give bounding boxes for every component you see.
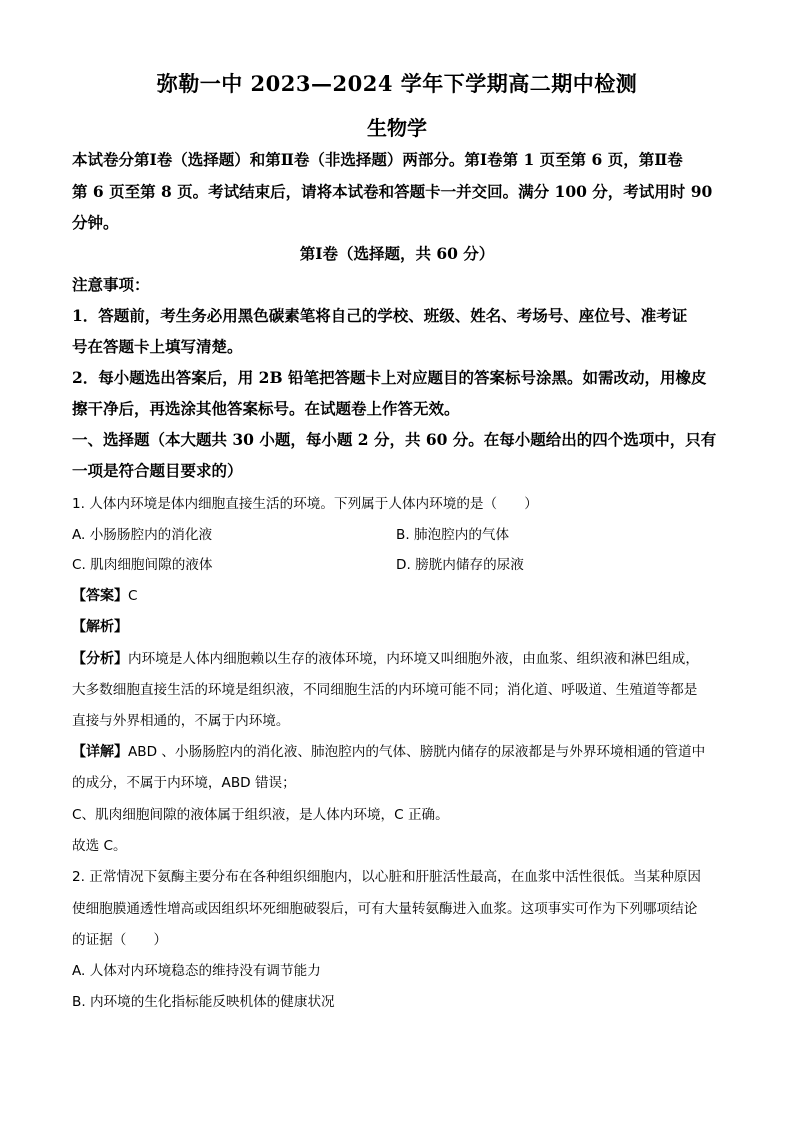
q1-xiangjie-line-4: 故选 C。 — [72, 838, 127, 854]
answer-tag: 【答案】 — [72, 588, 128, 604]
q1-xiangjie-line-2: 的成分，不属于内环境，ABD 错误； — [72, 775, 296, 791]
exam-title: 弥勒一中 2023—2024 学年下学期高二期中检测 — [156, 71, 638, 96]
q1-fenxi-line-2: 大多数细胞直接生活的环境是组织液，不同细胞生活的内环境可能不同；消化道、呼吸道、生殖道等都是 — [72, 682, 698, 698]
q1-fenxi-line-3: 直接与外界相通的，不属于内环境。 — [72, 713, 290, 729]
notes-line-3: 2．每小题选出答案后，用 2B 铅笔把答题卡上对应题目的答案标号涂黑。如需改动，用橡皮 — [72, 368, 707, 387]
notes-line-4: 擦干净后，再选涂其他答案标号。在试题卷上作答无效。 — [72, 399, 460, 418]
q2-stem-line-1: 2. 正常情况下氨酶主要分布在各种组织细胞内，以心脏和肝脏活性最高，在血浆中活性很低。当某种原因 — [72, 869, 702, 885]
notes-line-2: 号在答题卡上填写清楚。 — [72, 337, 243, 356]
q1-analysis-tag — [72, 617, 732, 637]
fenxi-text-1: 内环境是人体内细胞赖以生存的液体环境，内环境又叫细胞外液，由血浆、组织液和淋巴组成， — [128, 651, 699, 667]
q1-stem: 1. 人体内环境是体内细胞直接生活的环境。下列属于人体内环境的是（ ） — [72, 496, 538, 512]
q1-fenxi-line-1 — [72, 649, 732, 669]
q2-stem-line-3: 的证据（ ） — [72, 932, 168, 948]
answer-value: C — [128, 588, 138, 604]
fenxi-tag: 【分析】 — [72, 651, 128, 667]
part-one-line-1: 一、选择题（本大题共 30 小题，每小题 2 分，共 60 分。在每小题给出的四个选项中，只有 — [72, 430, 717, 449]
xiangjie-text-1: ABD 、小肠肠腔内的消化液、肺泡腔内的气体、膀胱内储存的尿液都是与外界环境相通的管道中 — [128, 744, 706, 760]
q1-answer — [72, 586, 732, 606]
notes-line-1: 1．答题前，考生务必用黑色碳素笔将自己的学校、班级、姓名、考场号、座位号、准考证 — [72, 306, 688, 325]
section-heading: 第Ⅰ卷（选择题，共 60 分） — [299, 244, 495, 263]
q2-option-a: A. 人体对内环境稳态的维持没有调节能力 — [72, 963, 321, 979]
intro-line-3: 分钟。 — [72, 213, 119, 232]
xiangjie-tag: 【详解】 — [72, 744, 128, 760]
q1-option-c: C. 肌肉细胞间隙的液体 — [72, 557, 213, 573]
subject-title: 生物学 — [367, 116, 427, 140]
q1-option-a: A. 小肠肠腔内的消化液 — [72, 527, 213, 543]
intro-line-2: 第 6 页至第 8 页。考试结束后，请将本试卷和答题卡一并交回。满分 100 分，考试用时 90 — [72, 182, 713, 201]
analysis-tag: 【解析】 — [72, 619, 128, 635]
intro-line-1: 本试卷分第Ⅰ卷（选择题）和第Ⅱ卷（非选择题）两部分。第Ⅰ卷第 1 页至第 6 页，第Ⅱ卷 — [72, 150, 683, 169]
part-one-line-2: 一项是符合题目要求的） — [72, 461, 243, 480]
q1-option-d: D. 膀胱内储存的尿液 — [396, 557, 524, 573]
notes-heading: 注意事项： — [72, 275, 150, 294]
q1-xiangjie-line-1 — [72, 742, 732, 762]
q2-option-b: B. 内环境的生化指标能反映机体的健康状况 — [72, 994, 335, 1010]
q1-xiangjie-line-3: C、肌肉细胞间隙的液体属于组织液，是人体内环境，C 正确。 — [72, 807, 449, 823]
q2-stem-line-2: 使细胞膜通透性增高或因组织坏死细胞破裂后，可有大量转氨酶进入血浆。这项事实可作为下列哪项结论 — [72, 901, 698, 917]
q1-option-b: B. 肺泡腔内的气体 — [396, 527, 510, 543]
